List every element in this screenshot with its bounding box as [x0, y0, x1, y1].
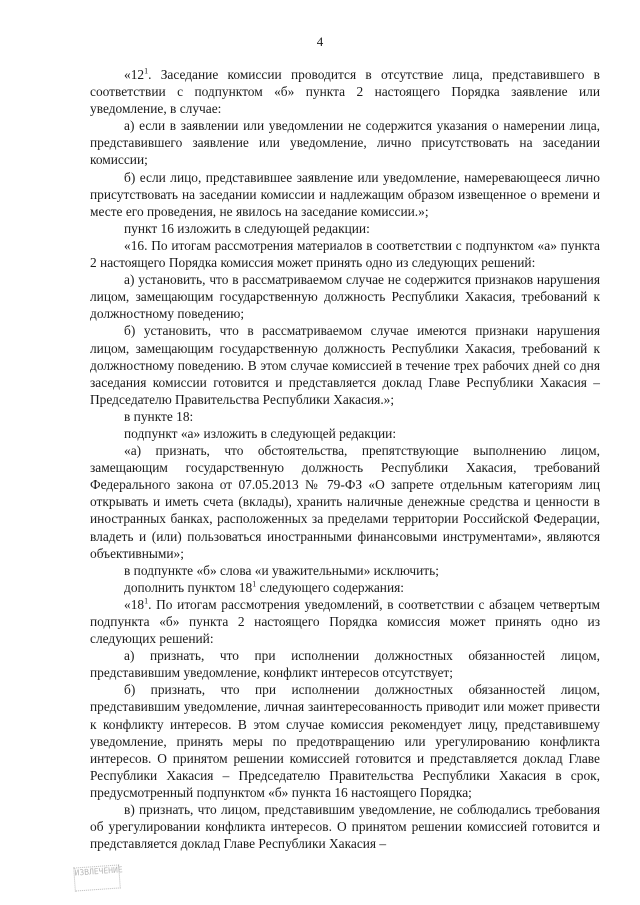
paragraph: а) если в заявлении или уведомлении не содержится указания о намерении лица, представившего заявление или уведомление, лично присутствовать на заседании комиссии; — [90, 118, 600, 168]
paragraph: б) признать, что при исполнении должностных обязанностей лицом, представившим уведомление, личная заинтересованность приводит или может привести к конфликту интересов. В этом случае комиссия рекомендует лицу, представившему уведомление, принять меры по предотвращению или урегулированию конфликта интересов. О принятом решении комиссией готовится и представляется доклад Главе Республики Хакасия – Председателю Правительства Республики Хакасия в срок, предусмотренный подпунктом «б» пункта 16 настоящего Порядка; — [90, 682, 600, 800]
paragraph: «а) признать, что обстоятельства, препятствующие выполнению лицом, замещающим государственную должность Республики Хакасия, требований Федерального закона от 07.05.2013 № 79-ФЗ «О запрете отдельным категориям лиц открывать и иметь счета (вклады), хранить наличные денежные средства и ценности в иностранных банках, расположенных за пределами территории Российской Федерации, владеть и (или) пользоваться иностранными финансовыми инструментами», являются объективными»; — [90, 443, 600, 561]
paragraph: б) установить, что в рассматриваемом случае имеются признаки нарушения лицом, замещающим государственную должность Республики Хакасия, требований к должностному поведению. В этом случае комиссией в течение трех рабочих дней со дня заседания комиссии готовится и представляется доклад Главе Республики Хакасия – Председателю Правительства Республики Хакасия.»; — [90, 323, 600, 407]
paragraph-text: «18 — [124, 596, 145, 612]
paragraph-text: . По итогам рассмотрения уведомлений, в соответствии с абзацем четвертым подпункта «б» пункта 2 настоящего Порядка комиссия может принять одно из следующих решений: — [90, 596, 600, 647]
page-number: 4 — [316, 34, 324, 49]
superscript: 1 — [144, 66, 149, 76]
stamp-mark: ИЗВЛЕЧЕНИЕ — [73, 864, 121, 891]
paragraph: а) признать, что при исполнении должностных обязанностей лицом, представившим уведомление, конфликт интересов отсутствует; — [90, 648, 600, 681]
paragraph-text: . Заседание комиссии проводится в отсутствие лица, представившего в соответствии с подпунктом «б» пункта 2 настоящего Порядка заявление или уведомление, в случае: — [90, 67, 600, 117]
superscript: 1 — [252, 579, 257, 589]
document-body — [90, 66, 600, 852]
paragraph: «16. По итогам рассмотрения материалов в соответствии с подпунктом «а» пункта 2 настоящего Порядка комиссия может принять одно из следующих решений: — [90, 237, 600, 271]
paragraph: б) если лицо, представившее заявление или уведомление, намеревающееся лично присутствовать на заседании комиссии и надлежащим образом извещенное о времени и месте его проведения, не явилось на заседание комиссии.»; — [90, 169, 600, 219]
paragraph-text: дополнить пунктом 18 — [124, 579, 253, 595]
paragraph: пункт 16 изложить в следующей редакции: — [124, 220, 370, 236]
paragraph: а) установить, что в рассматриваемом случае не содержится признаков нарушения лицом, замещающим государственную должность Республики Хакасия, требований к должностному поведению; — [90, 272, 600, 322]
paragraph: в) признать, что лицом, представившим уведомление, не соблюдались требования об урегулировании конфликта интересов. О принятом решении комиссией готовится и представляется доклад Главе Республики Хакасия – — [90, 802, 600, 852]
superscript: 1 — [144, 596, 149, 606]
paragraph: в подпункте «б» слова «и уважительными» исключить; — [124, 562, 439, 578]
paragraph-text: «12 — [124, 67, 145, 82]
paragraph-add-18-1 — [90, 579, 600, 596]
paragraph-12-1 — [90, 66, 600, 117]
paragraph-18-1 — [90, 596, 600, 647]
paragraph: в пункте 18: — [124, 408, 194, 424]
paragraph-text: следующего содержания: — [256, 579, 405, 595]
paragraph: подпункт «а» изложить в следующей редакции: — [124, 425, 397, 441]
